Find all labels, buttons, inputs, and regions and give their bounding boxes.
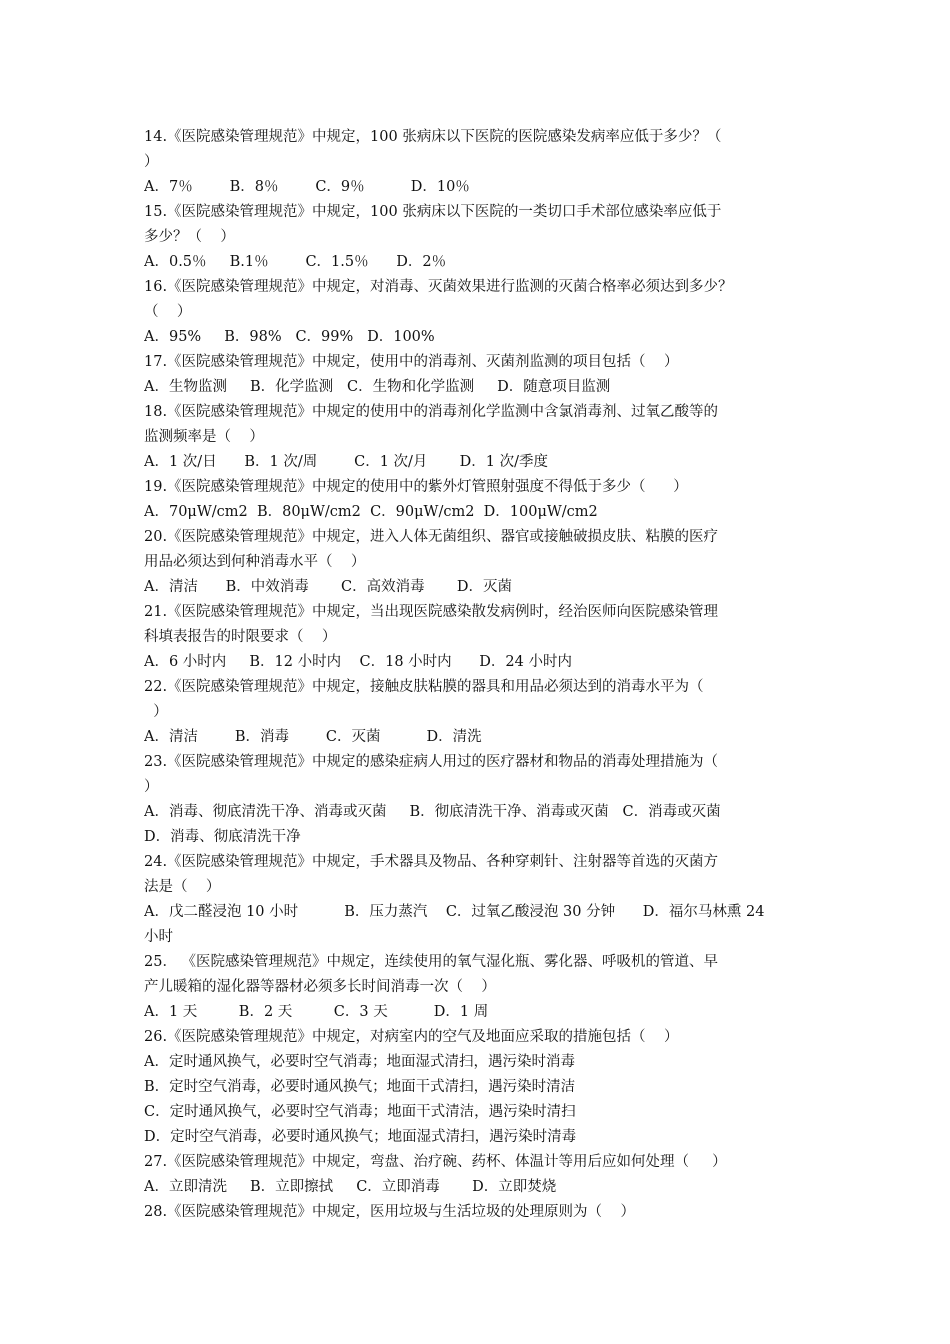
text-line: （ ）: [144, 304, 192, 320]
text-line: 产儿暖箱的湿化器等器材必须多长时间消毒一次（ ）: [144, 979, 496, 995]
text-line: A．清洁 B．中效消毒 C．高效消毒 D．灭菌: [144, 579, 513, 595]
text-line: 21.《医院感染管理规范》中规定，当出现医院感染散发病例时，经治医师向医院感染管理: [144, 604, 719, 620]
text-line: 16.《医院感染管理规范》中规定，对消毒、灭菌效果进行监测的灭菌合格率必须达到多少？: [144, 279, 733, 295]
text-line: ）: [144, 154, 159, 170]
text-line: A．立即清洗 B．立即擦拭 C．立即消毒 D．立即焚烧: [144, 1179, 557, 1195]
text-line: A．清洁 B．消毒 C．灭菌 D．清洗: [144, 729, 482, 745]
text-line: 15.《医院感染管理规范》中规定，100 张病床以下医院的一类切口手术部位感染率应低于: [144, 204, 722, 220]
text-line: D．消毒、彻底清洗干净: [144, 829, 301, 845]
text-line: A．1 次/日 B．1 次/周 C．1 次/月 D．1 次/季度: [144, 454, 549, 470]
text-line: A．戊二醛浸泡 10 小时 B．压力蒸汽 C．过氧乙酸浸泡 30 分钟 D．福尔马林熏 24: [144, 904, 765, 920]
document-page: [144, 125, 814, 1225]
text-line: A．95% B．98% C．99% D．100%: [144, 329, 435, 345]
text-line: 27.《医院感染管理规范》中规定，弯盘、治疗碗、药杯、体温计等用后应如何处理（ ）: [144, 1154, 727, 1170]
text-line: 25． 《医院感染管理规范》中规定，连续使用的氧气湿化瓶、雾化器、呼吸机的管道、早: [144, 954, 719, 970]
text-line: 法是（ ）: [144, 879, 221, 895]
text-line: 20.《医院感染管理规范》中规定，进入人体无菌组织、器官或接触破损皮肤、粘膜的医疗: [144, 529, 719, 545]
text-line: A．1 天 B．2 天 C．3 天 D．1 周: [144, 1004, 489, 1020]
text-line: 24.《医院感染管理规范》中规定，手术器具及物品、各种穿刺针、注射器等首选的灭菌方: [144, 854, 719, 870]
text-line: 多少？（ ）: [144, 229, 235, 245]
text-line: B．定时空气消毒，必要时通风换气；地面干式清扫，遇污染时清洁: [144, 1079, 576, 1095]
text-line: C．定时通风换气，必要时空气消毒；地面干式清洁，遇污染时清扫: [144, 1104, 576, 1120]
text-line: A．生物监测 B．化学监测 C．生物和化学监测 D．随意项目监测: [144, 379, 611, 395]
text-line: 小时: [144, 929, 173, 945]
text-line: 17.《医院感染管理规范》中规定，使用中的消毒剂、灭菌剂监测的项目包括（ ）: [144, 354, 679, 370]
text-line: 用品必须达到何种消毒水平（ ）: [144, 554, 366, 570]
text-line: ）: [144, 704, 168, 720]
text-line: 14.《医院感染管理规范》中规定，100 张病床以下医院的医院感染发病率应低于多少？（: [144, 129, 722, 145]
text-line: 科填表报告的时限要求（ ）: [144, 629, 337, 645]
text-line: D．定时空气消毒，必要时通风换气；地面湿式清扫，遇污染时清毒: [144, 1129, 577, 1145]
text-line: 19.《医院感染管理规范》中规定的使用中的紫外灯管照射强度不得低于多少（ ）: [144, 479, 688, 495]
text-line: A．6 小时内 B．12 小时内 C．18 小时内 D．24 小时内: [144, 654, 572, 670]
text-line: A．7％ B．8％ C．9％ D．10％: [144, 179, 470, 195]
text-line: A．消毒、彻底清洗干净、消毒或灭菌 B．彻底清洗干净、消毒或灭菌 C．消毒或灭菌: [144, 804, 721, 820]
text-line: 28.《医院感染管理规范》中规定，医用垃圾与生活垃圾的处理原则为（ ）: [144, 1204, 635, 1220]
text-line: A．0.5％ B.1％ C．1.5％ D．2％: [144, 254, 447, 270]
text-line: 18.《医院感染管理规范》中规定的使用中的消毒剂化学监测中含氯消毒剂、过氧乙酸等的: [144, 404, 719, 420]
text-line: A．定时通风换气，必要时空气消毒；地面湿式清扫，遇污染时消毒: [144, 1054, 575, 1070]
text-line: A．70μW/cm2 B．80μW/cm2 C．90μW/cm2 D．100μW/cm2: [144, 504, 598, 520]
text-line: 监测频率是（ ）: [144, 429, 264, 445]
text-line: 23.《医院感染管理规范》中规定的感染症病人用过的医疗器材和物品的消毒处理措施为（: [144, 754, 719, 770]
text-line: ）: [144, 779, 159, 795]
text-line: 26.《医院感染管理规范》中规定，对病室内的空气及地面应采取的措施包括（ ）: [144, 1029, 679, 1045]
text-line: 22.《医院感染管理规范》中规定，接触皮肤粘膜的器具和用品必须达到的消毒水平为（: [144, 679, 704, 695]
